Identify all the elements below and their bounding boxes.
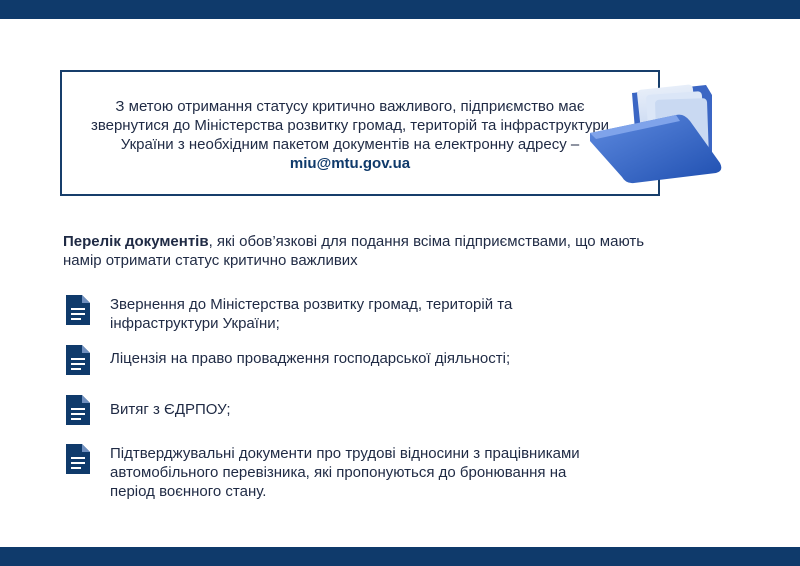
list-item-text: Ліцензія на право провадження господарської діяльності; [110,350,511,367]
email-link[interactable]: miu@mtu.gov.ua [289,155,411,172]
document-icon [66,295,90,325]
documents-heading-bold: Перелік документів [63,233,209,250]
intro-body: З метою отримання статусу критично важливого, підприємство має звернутися до Міністерства розвитку громад, територій та інфраструктури України з необхідним пакетом документів на електронну адресу – [90,98,610,153]
top-banner [0,0,800,19]
document-icon [66,345,90,375]
intro-box [60,70,660,196]
folder-documents-icon [588,75,728,190]
list-item-text: Витяг з ЄДРПОУ; [110,401,231,418]
intro-text [90,97,610,173]
document-icon [66,395,90,425]
document-icon [66,444,90,474]
list-item-text: Звернення до Міністерства розвитку громад, територій та інфраструктури України; [110,296,513,332]
bottom-banner [0,547,800,566]
list-item-text: Підтверджувальні документи про трудові відносини з працівниками автомобільного перевізника, які пропонуються до бронювання на період воєнного стану. [110,445,580,500]
documents-heading-rest: , які обов’язкові для подання всіма підприємствами, що мають намір отримати статус критично важливих [63,233,645,269]
documents-heading [63,232,663,270]
